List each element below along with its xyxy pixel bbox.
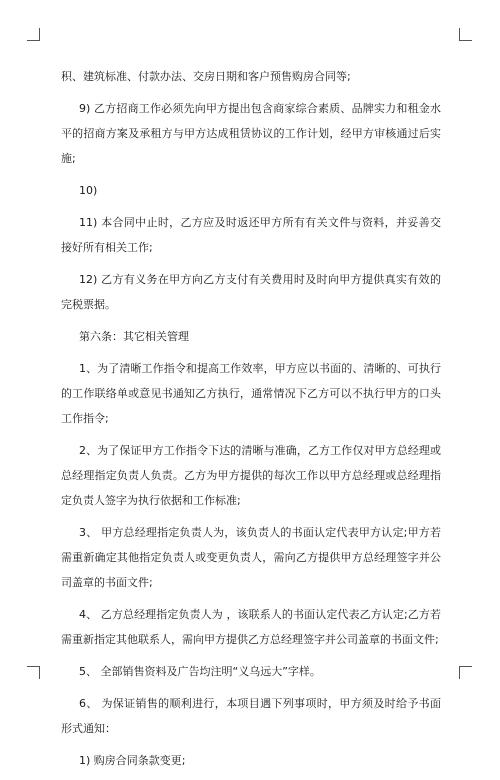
paragraph: 第六条：其它相关管理 bbox=[79, 330, 189, 343]
paragraph: 积、建筑标准、付款办法、交房日期和客户预售购房合同等; bbox=[61, 70, 351, 83]
paragraph: 11) 本合同中止时，乙方应及时返还甲方所有有关文件与资料，并妥善交接好所有相关工作; bbox=[61, 216, 441, 254]
crop-mark-bottom-left bbox=[27, 666, 40, 679]
paragraph: 12) 乙方有义务在甲方向乙方支付有关费用时及时向甲方提供真实有效的完税票据。 bbox=[61, 273, 441, 311]
paragraph: 9) 乙方招商工作必须先向甲方提出包含商家综合素质、品牌实力和租金水平的招商方案及承租方与甲方达成租赁协议的工作计划，经甲方审核通过后实施; bbox=[61, 102, 441, 165]
paragraph: 4、 乙方总经理指定负责人为 ，该联系人的书面认定代表乙方认定;乙方若需重新指定其他联系人，需向甲方提供乙方总经理签字并公司盖章的书面文件; bbox=[61, 608, 441, 646]
paragraph: 2、为了保证甲方工作指令下达的清晰与准确，乙方工作仅对甲方总经理或总经理指定负责人负责。乙方为甲方提供的每次工作以甲方总经理或总经理指定负责人签字为执行依据和工作标准; bbox=[61, 444, 441, 507]
paragraph: 1) 购房合同条款变更; bbox=[79, 754, 186, 767]
document-body bbox=[61, 64, 441, 780]
crop-mark-bottom-right bbox=[459, 666, 472, 679]
paragraph: 10) bbox=[79, 184, 98, 197]
paragraph: 5、 全部销售资料及广告均注明“义乌远大”字样。 bbox=[79, 665, 321, 678]
paragraph: 3、 甲方总经理指定负责人为，该负责人的书面认定代表甲方认定;甲方若需重新确定其他指定负责人或变更负责人，需向乙方提供甲方总经理签字并公司盖章的书面文件; bbox=[61, 526, 441, 589]
crop-mark-top-left bbox=[27, 28, 40, 41]
paragraph: 1、为了清晰工作指令和提高工作效率，甲方应以书面的、清晰的、可执行的工作联络单或意见书通知乙方执行，通常情况下乙方可以不执行甲方的口头工作指令; bbox=[61, 362, 441, 425]
crop-mark-top-right bbox=[459, 28, 472, 41]
paragraph: 6、 为保证销售的顺利进行，本项目遇下列事项时，甲方须及时给予书面形式通知： bbox=[61, 697, 441, 735]
